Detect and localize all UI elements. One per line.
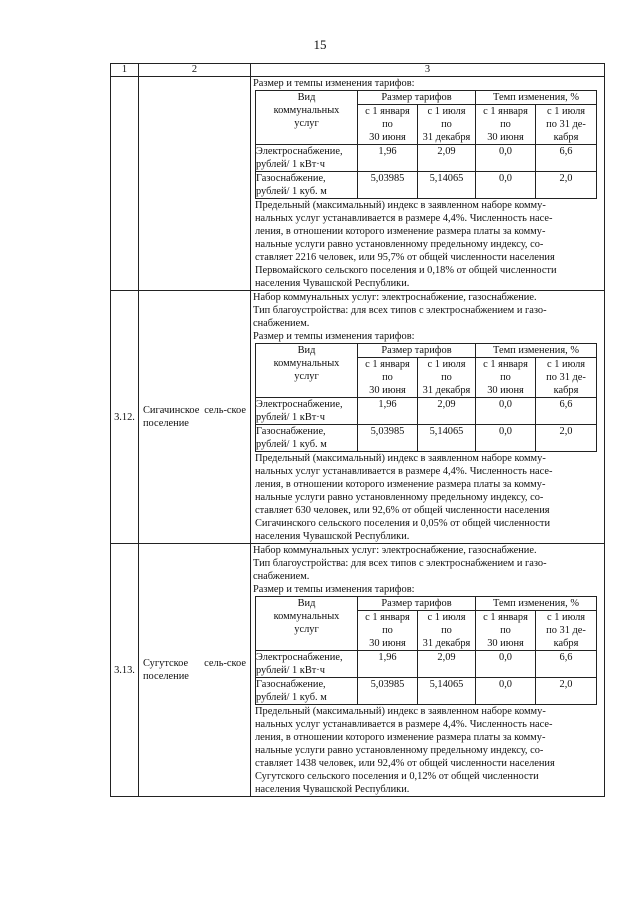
period-line: с 1 июля [547,612,586,623]
period-line: по [382,625,393,636]
head-service-type [256,597,358,651]
limit-index-paragraph [253,705,602,796]
row-content-inner [251,291,604,543]
head-service-type [256,344,358,398]
period-line: с 1 июля [427,106,466,117]
service-value: 5,03985 [358,425,418,452]
intro-line: Размер и темпы изменения тарифов: [253,78,415,89]
period-line: по [382,119,393,130]
header-col-1: 1 [111,64,139,77]
service-label-line: рублей/ 1 куб. м [256,692,327,703]
service-value: 1,96 [358,398,418,425]
service-value: 0,0 [476,425,536,452]
header-col-2: 2 [139,64,251,77]
head-service-line: услуг [294,118,319,129]
service-label [256,398,358,425]
service-label-line: Электроснабжение, [256,652,343,663]
period-line: 30 июня [487,638,524,649]
service-label-line: рублей/ 1 кВт·ч [256,412,325,423]
row-content [251,77,605,291]
period-line: по [500,372,511,383]
intro-line: Тип благоустройства: для всех типов с электроснабжением и газо- [253,558,547,569]
paragraph-line: нальных услуг устанавливается в размере 4,4%. Численность насе- [255,719,553,730]
service-value: 2,0 [536,425,597,452]
row-settlement-name [139,77,251,291]
row-content-inner [251,77,604,290]
period-line: кабря [553,638,579,649]
service-row [256,678,597,705]
row-number [111,77,139,291]
service-value: 0,0 [476,145,536,172]
service-value: 1,96 [358,651,418,678]
head-change-rate: Темп изменения, % [476,597,597,611]
row-content [251,544,605,797]
paragraph-line: ставляет 1438 человек, или 92,4% от общей численности населения [255,758,555,769]
service-label-line: Электроснабжение, [256,399,343,410]
row-number: 3.12. [111,291,139,544]
period-cell [358,358,418,398]
period-cell [476,105,536,145]
service-label-line: рублей/ 1 кВт·ч [256,665,325,676]
head-service-line: коммунальных [273,611,340,622]
period-cell [536,611,597,651]
head-service-line: Вид [297,598,316,609]
paragraph-line: Предельный (максимальный) индекс в заявленном наборе комму- [255,706,546,717]
intro-line: Набор коммунальных услуг: электроснабжение, газоснабжение. [253,292,537,303]
paragraph-line: Первомайского сельского поселения и 0,18% от общей численности [255,265,557,276]
period-line: 31 декабря [422,638,471,649]
service-value: 0,0 [476,678,536,705]
service-value: 2,09 [418,398,476,425]
service-value: 0,0 [476,398,536,425]
service-value: 5,14065 [418,172,476,199]
head-change-rate: Темп изменения, % [476,344,597,358]
service-value: 6,6 [536,651,597,678]
paragraph-line: населения Чувашской Республики. [255,278,410,289]
paragraph-line: ставляет 2216 человек, или 95,7% от общей численности населения [255,252,555,263]
head-service-line: услуг [294,624,319,635]
head-service-type [256,91,358,145]
period-line: кабря [553,385,579,396]
main-table [110,63,605,797]
service-value: 1,96 [358,145,418,172]
tariff-table [255,343,597,452]
period-line: 30 июня [487,132,524,143]
paragraph-line: населения Чувашской Республики. [255,531,410,542]
paragraph-line: нальные услуги равно установленному предельному индексу, со- [255,745,544,756]
paragraph-line: нальных услуг устанавливается в размере 4,4%. Численность насе- [255,213,553,224]
service-label-line: рублей/ 1 куб. м [256,186,327,197]
head-tariff-size: Размер тарифов [358,597,476,611]
head-tariff-size: Размер тарифов [358,344,476,358]
intro-line: Тип благоустройства: для всех типов с электроснабжением и газо- [253,305,547,316]
service-value: 2,0 [536,172,597,199]
service-value: 2,09 [418,145,476,172]
service-row [256,398,597,425]
paragraph-line: Предельный (максимальный) индекс в заявленном наборе комму- [255,453,546,464]
service-label-line: Газоснабжение, [256,426,326,437]
service-row [256,651,597,678]
period-line: по [441,625,452,636]
period-line: по 31 де- [546,372,586,383]
period-line: 30 июня [369,638,406,649]
period-line: по 31 де- [546,119,586,130]
row-content-inner [251,544,604,796]
paragraph-line: ления, в отношении которого изменение размера платы за комму- [255,479,546,490]
paragraph-line: нальные услуги равно установленному предельному индексу, со- [255,492,544,503]
period-line: по [500,625,511,636]
period-cell [358,105,418,145]
period-line: 31 декабря [422,132,471,143]
main-row [111,544,605,797]
limit-index-paragraph [253,452,602,543]
service-label [256,425,358,452]
period-cell [358,611,418,651]
period-line: с 1 июля [547,359,586,370]
head-tariff-size: Размер тарифов [358,91,476,105]
service-label-line: Электроснабжение, [256,146,343,157]
row-number: 3.13. [111,544,139,797]
service-value: 2,0 [536,678,597,705]
service-value: 2,09 [418,651,476,678]
tariff-table [255,90,597,199]
service-value: 6,6 [536,145,597,172]
period-line: по 31 де- [546,625,586,636]
period-line: с 1 января [365,612,410,623]
paragraph-line: ставляет 630 человек, или 92,6% от общей численности населения [255,505,550,516]
service-label [256,651,358,678]
service-value: 0,0 [476,651,536,678]
row-settlement-name: Сугутское сель-ское поселение [139,544,251,797]
paragraph-line: Сигачинского сельского поселения и 0,05% от общей численности [255,518,551,529]
service-value: 5,03985 [358,678,418,705]
service-row [256,425,597,452]
paragraph-line: нальные услуги равно установленному предельному индексу, со- [255,239,544,250]
intro-line: Размер и темпы изменения тарифов: [253,331,415,342]
paragraph-line: Сугутского сельского поселения и 0,12% от общей численности [255,771,539,782]
period-line: 30 июня [369,132,406,143]
period-line: с 1 июля [427,612,466,623]
period-line: 31 декабря [422,385,471,396]
service-label [256,145,358,172]
period-cell [418,105,476,145]
limit-index-paragraph [253,199,602,290]
service-label [256,678,358,705]
service-value: 5,14065 [418,678,476,705]
service-label [256,172,358,199]
period-line: с 1 июля [547,106,586,117]
period-line: по [500,119,511,130]
paragraph-line: ления, в отношении которого изменение размера платы за комму- [255,732,546,743]
intro-line: Набор коммунальных услуг: электроснабжение, газоснабжение. [253,545,537,556]
row-content [251,291,605,544]
tariff-head-row [256,344,597,358]
period-line: кабря [553,132,579,143]
paragraph-line: населения Чувашской Республики. [255,784,410,795]
page-number: 15 [313,37,327,52]
service-value: 0,0 [476,172,536,199]
period-cell [476,358,536,398]
period-line: с 1 января [483,612,528,623]
tariff-head-row [256,91,597,105]
head-service-line: услуг [294,371,319,382]
header-col-3: 3 [251,64,605,77]
period-line: по [441,372,452,383]
service-row [256,172,597,199]
paragraph-line: Предельный (максимальный) индекс в заявленном наборе комму- [255,200,546,211]
main-row [111,291,605,544]
tariff-head-row [256,597,597,611]
period-cell [536,358,597,398]
service-label-line: рублей/ 1 кВт·ч [256,159,325,170]
intro-line: Размер и темпы изменения тарифов: [253,584,415,595]
header-row [111,64,605,77]
paragraph-line: ления, в отношении которого изменение размера платы за комму- [255,226,546,237]
paragraph-line: нальных услуг устанавливается в размере 4,4%. Численность насе- [255,466,553,477]
service-value: 5,03985 [358,172,418,199]
period-cell [536,105,597,145]
service-value: 5,14065 [418,425,476,452]
period-line: по [441,119,452,130]
period-line: 30 июня [487,385,524,396]
intro-line: снабжением. [253,318,310,329]
period-line: по [382,372,393,383]
period-line: с 1 января [365,106,410,117]
intro-line: снабжением. [253,571,310,582]
period-cell [476,611,536,651]
period-line: 30 июня [369,385,406,396]
tariff-table [255,596,597,705]
period-line: с 1 января [365,359,410,370]
period-line: с 1 января [483,106,528,117]
head-service-line: коммунальных [273,105,340,116]
period-cell [418,611,476,651]
head-service-line: коммунальных [273,358,340,369]
service-label-line: Газоснабжение, [256,679,326,690]
period-line: с 1 июля [427,359,466,370]
head-service-line: Вид [297,92,316,103]
head-service-line: Вид [297,345,316,356]
main-row [111,77,605,291]
service-value: 6,6 [536,398,597,425]
period-line: с 1 января [483,359,528,370]
service-label-line: Газоснабжение, [256,173,326,184]
row-settlement-name: Сигачинское сель-ское поселение [139,291,251,544]
service-label-line: рублей/ 1 куб. м [256,439,327,450]
period-cell [418,358,476,398]
service-row [256,145,597,172]
head-change-rate: Темп изменения, % [476,91,597,105]
